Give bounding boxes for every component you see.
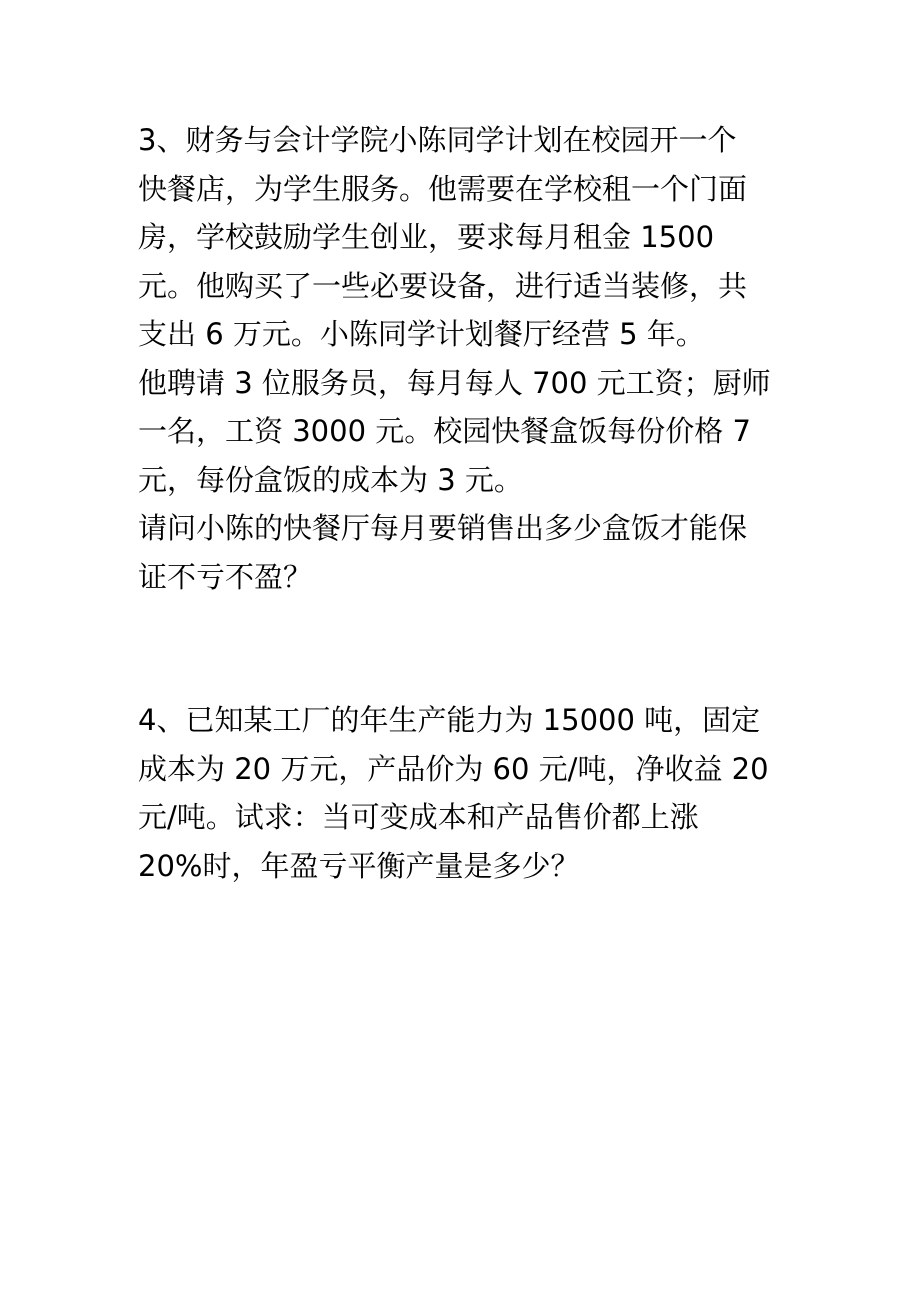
question-3-line: 元。他购买了一些必要设备，进行适当装修，共 xyxy=(138,268,748,303)
question-4-line: 4、已知某工厂的年生产能力为 15000 吨，固定 xyxy=(138,703,761,737)
question-3-line: 证不亏不盈？ xyxy=(138,559,313,594)
question-3-line: 元，每份盒饭的成本为 3 元。 xyxy=(138,462,523,497)
question-3-line: 支出 6 万元。小陈同学计划餐厅经营 5 年。 xyxy=(138,317,705,351)
question-3 xyxy=(138,116,798,601)
question-3-line: 请问小陈的快餐厅每月要销售出多少盒饭才能保 xyxy=(138,511,748,545)
question-3-line: 一名，工资 3000 元。校园快餐盒饭每份价格 7 xyxy=(138,414,751,448)
question-4-line: 元/吨。试求：当可变成本和产品售价都上涨 xyxy=(138,800,699,834)
question-4-line: 20%时，年盈亏平衡产量是多少？ xyxy=(138,848,580,883)
question-3-line: 房，学校鼓励学生创业，要求每月租金 1500 xyxy=(138,220,715,254)
question-3-line: 快餐店，为学生服务。他需要在学校租一个门面 xyxy=(138,171,748,206)
question-3-line: 他聘请 3 位服务员，每月每人 700 元工资；厨师 xyxy=(138,365,771,400)
question-4 xyxy=(138,696,798,890)
question-3-line: 3、财务与会计学院小陈同学计划在校园开一个 xyxy=(138,123,737,157)
question-4-line: 成本为 20 万元，产品价为 60 元/吨，净收益 20 xyxy=(138,751,769,786)
